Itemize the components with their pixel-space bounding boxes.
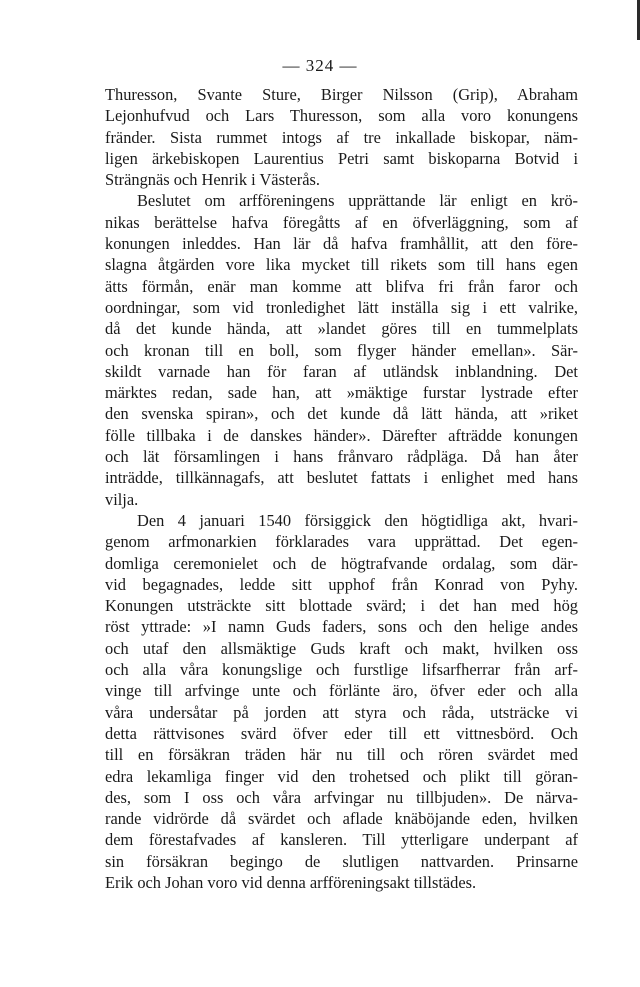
text-line: och kronan till en boll, som flyger händer emellan». Sär- [105, 340, 578, 360]
text-line: röst yttrade: »I namn Guds faders, sons och den helige andes [105, 617, 578, 637]
text-line: fölle tillbaka i de danskes händer». Därefter afträdde konungen [105, 425, 578, 445]
page-number: — 324 — [282, 56, 358, 75]
text-line: Konungen utsträckte sitt blottade svärd; i det han med hög [105, 596, 578, 616]
text-line: konungen inleddes. Han lär då hafva framhållit, att den före- [105, 234, 578, 254]
text-line: Lejonhufvud och Lars Thuresson, som alla voro konungens [105, 106, 578, 126]
text-line: våra undersåtar på jorden att styra och råda, utsträcke vi [105, 702, 578, 722]
text-line: vinge till arfvinge unte och förlänte äro, öfver eder och alla [105, 681, 578, 701]
text-line: Strängnäs och Henrik i Västerås. [105, 170, 320, 190]
text-line: märktes redan, sade han, att »mäktige furstar lystrade efter [105, 383, 578, 403]
text-line: då det kunde hända, att »landet göres till en tummelplats [105, 319, 578, 339]
text-line: detta rättvisones svärd öfver eder till ett vittnesbörd. Och [105, 723, 578, 743]
text-line: och alla våra konungslige och furstlige lifsarfherrar från arf- [105, 660, 578, 680]
body-text [105, 84, 578, 893]
text-line: den svenska spiran», och det kunde då lätt hända, att »riket [105, 404, 578, 424]
text-line: Den 4 januari 1540 försiggick den högtidliga akt, hvari- [137, 510, 578, 530]
text-line: och lät församlingen i hans frånvaro rådpläga. Då han åter [105, 447, 578, 467]
text-line: oordningar, som vid tronledighet lätt inställa sig i ett valrike, [105, 297, 578, 317]
text-line: vid begagnades, ledde sitt upphof från Konrad von Pyhy. [105, 574, 578, 594]
text-line: och utaf den allsmäktige Guds kraft och makt, hvilken oss [105, 638, 578, 658]
text-line: slagna åtgärden vore lika mycket till rikets som till hans egen [105, 255, 578, 275]
text-line: inträdde, tillkännagafs, att beslutet fattats i enlighet med hans [105, 468, 578, 488]
text-line: domliga ceremonielet och de högtrafvande ordalag, som där- [105, 553, 578, 573]
text-line: Thuresson, Svante Sture, Birger Nilsson (Grip), Abraham [105, 85, 578, 104]
text-line: rande vidrörde då svärdet och aflade knäböjande eden, hvilken [105, 809, 578, 829]
text-line: Beslutet om arfföreningens upprättande lär enligt en krö- [137, 191, 578, 211]
text-line: skildt varnade han för faran af utländsk inblandning. Det [105, 361, 578, 381]
text-line: des, som I oss och våra arfvingar nu tillbjuden». De närva- [105, 787, 578, 807]
text-line: edra lekamliga finger vid den trohetsed och plikt till göran- [105, 766, 578, 786]
text-line: nikas berättelse hafva föregåtts af en öfverläggning, som af [105, 212, 578, 232]
text-line: ligen ärkebiskopen Laurentius Petri samt biskoparna Botvid i [105, 148, 578, 168]
text-line: dem förestafvades af kansleren. Till ytterligare underpant af [105, 830, 578, 850]
text-line: Erik och Johan voro vid denna arfföreningsakt tillstädes. [105, 872, 477, 892]
text-line: vilja. [105, 489, 139, 509]
text-line: sin försäkran begingo de slutligen nattvarden. Prinsarne [105, 851, 578, 871]
text-line: ätts förmån, enär man komme att blifva fri från faror och [105, 276, 578, 296]
text-line: genom arfmonarkien förklarades vara upprättad. Det egen- [105, 532, 578, 552]
text-line: fränder. Sista rummet intogs af tre inkallade biskopar, näm- [105, 127, 578, 147]
text-line: till en försäkran träden här nu till och rören svärdet med [105, 745, 578, 765]
